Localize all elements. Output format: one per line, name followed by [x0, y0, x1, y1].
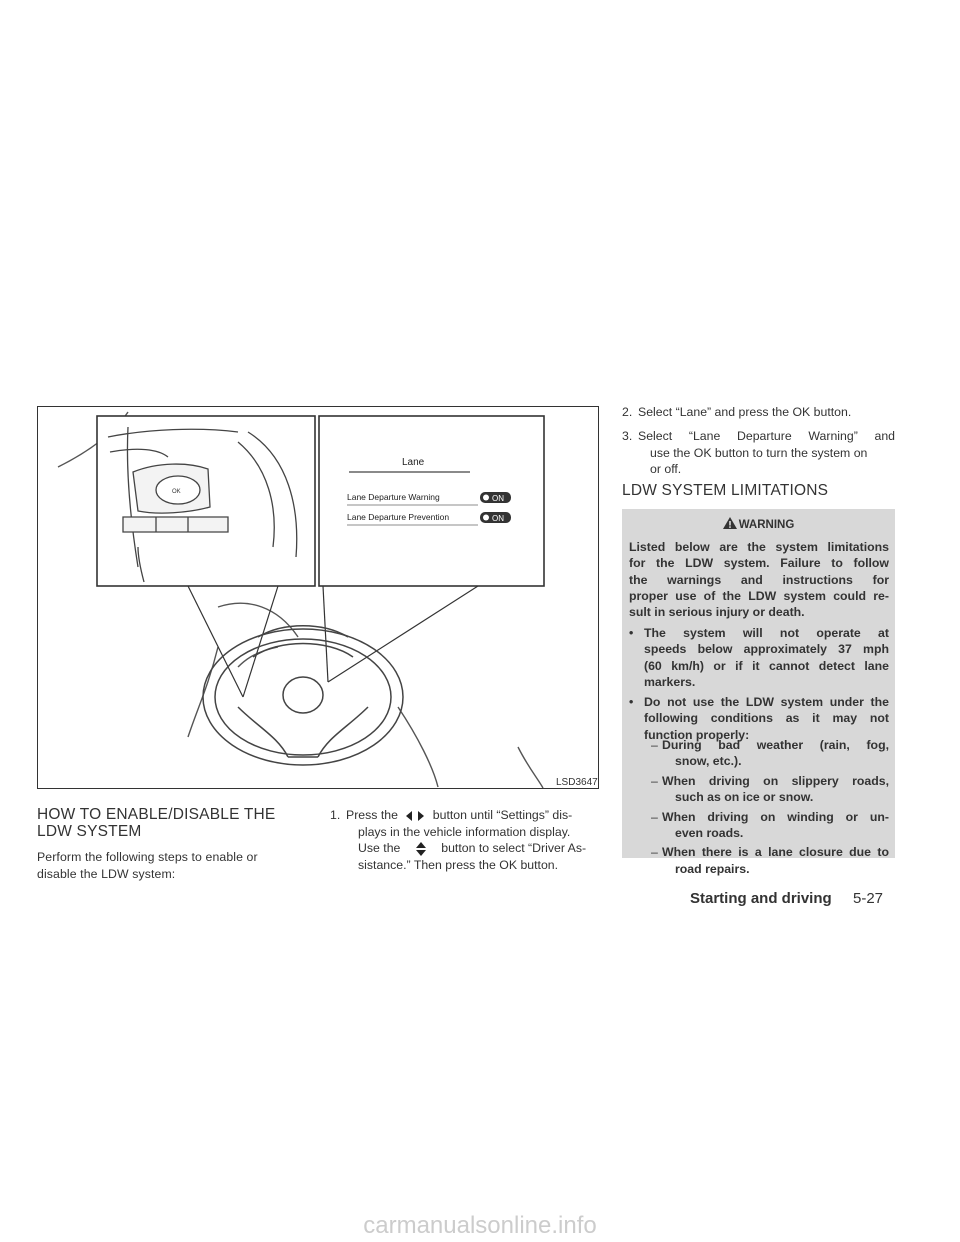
screen-title: Lane — [402, 457, 425, 468]
step-1-text-d: Use the — [358, 841, 401, 855]
step-3 — [622, 428, 897, 480]
bullet-2-line-1: Do not use the LDW system under the — [644, 695, 889, 709]
left-right-arrows-icon — [405, 811, 425, 821]
warning-intro-5: sult in serious injury or death. — [629, 605, 805, 620]
screen-item-prevention: Lane Departure Prevention — [347, 512, 450, 522]
warning-toggle-state: ON — [492, 494, 504, 503]
limitations-heading: LDW SYSTEM LIMITATIONS — [622, 482, 829, 499]
sub-3-line-2: even roads. — [675, 825, 744, 840]
step-1-text-e: button to select “Driver As- — [441, 841, 587, 855]
enable-section — [37, 806, 307, 882]
sub-2-line-2: such as on ice or snow. — [675, 790, 814, 805]
screen-item-warning: Lane Departure Warning — [347, 492, 440, 502]
sub-1-line-1: During bad weather (rain, fog, — [662, 738, 889, 752]
sub-4-line-2: road repairs. — [675, 861, 750, 876]
bullet-1-line-3: (60 km/h) or if it cannot detect lane — [644, 658, 889, 673]
footer-page-number: 5-27 — [853, 890, 884, 907]
step-2-number: 2. — [622, 405, 633, 419]
steering-illustration — [38, 407, 598, 788]
up-down-arrows-icon — [416, 842, 426, 856]
warning-intro-1: Listed below are the system limitations — [629, 540, 889, 554]
bullet-1-line-4: markers. — [644, 674, 696, 689]
step-3-number: 3. — [622, 429, 633, 443]
prevention-toggle-state: ON — [492, 514, 504, 523]
warning-icon — [723, 517, 737, 529]
sub-2-line-1: When driving on slippery roads, — [662, 773, 889, 788]
warning-box — [622, 509, 895, 876]
section-heading-line1: HOW TO ENABLE/DISABLE THE — [37, 806, 276, 823]
step-3-text-b: use the OK button to turn the system on — [650, 445, 868, 460]
step-1-number: 1. — [330, 808, 341, 822]
step-1-text-f: sistance.” Then press the OK button. — [358, 857, 559, 872]
steering-figure — [37, 406, 599, 789]
step-3-text-c: or off. — [650, 462, 682, 476]
bullet-1-line-2: speeds below approximately 37 mph — [644, 642, 889, 657]
warning-intro-2: for the LDW system. Failure to follow — [629, 556, 889, 571]
section-heading-line2: LDW SYSTEM — [37, 823, 142, 840]
sub-3-mark: – — [651, 809, 658, 824]
warning-intro-4: proper use of the LDW system could re- — [629, 588, 889, 603]
warning-title: WARNING — [738, 519, 795, 531]
bullet-2-line-2: following conditions as it may not — [644, 711, 889, 726]
step-1-text-c: plays in the vehicle information display. — [358, 824, 571, 839]
sub-2-mark: – — [651, 773, 658, 788]
step-1 — [330, 807, 600, 872]
bullet-2-line-3: function properly: — [644, 727, 750, 742]
ok-button-label: OK — [172, 489, 181, 495]
bullet-1-mark: • — [629, 626, 634, 640]
intro-line2: disable the LDW system: — [37, 866, 176, 881]
step-1-text-b: button until “Settings” dis- — [432, 808, 573, 822]
figure-code: LSD3647 — [556, 777, 598, 788]
footer-section: Starting and driving — [690, 890, 832, 907]
watermark: carmanualsonline.info — [363, 1212, 597, 1239]
bullet-1-line-1: The system will not operate at — [644, 626, 889, 640]
sub-1-line-2: snow, etc.). — [675, 754, 742, 769]
intro-line1: Perform the following steps to enable or — [37, 850, 258, 864]
bullet-2-mark: • — [629, 695, 634, 709]
sub-4-mark: – — [651, 845, 658, 860]
step-1-text-a: Press the — [346, 808, 398, 822]
sub-4-line-1: When there is a lane closure due to — [662, 845, 889, 860]
warning-intro-3: the warnings and instructions for — [629, 572, 889, 587]
sub-3-line-1: When driving on winding or un- — [662, 809, 889, 824]
step-3-text-a: Select “Lane Departure Warning” and — [638, 429, 895, 443]
step-2 — [622, 404, 897, 424]
step-2-text: Select “Lane” and press the OK button. — [638, 405, 852, 419]
sub-1-mark: – — [651, 738, 658, 752]
warning-title-row — [622, 517, 895, 531]
